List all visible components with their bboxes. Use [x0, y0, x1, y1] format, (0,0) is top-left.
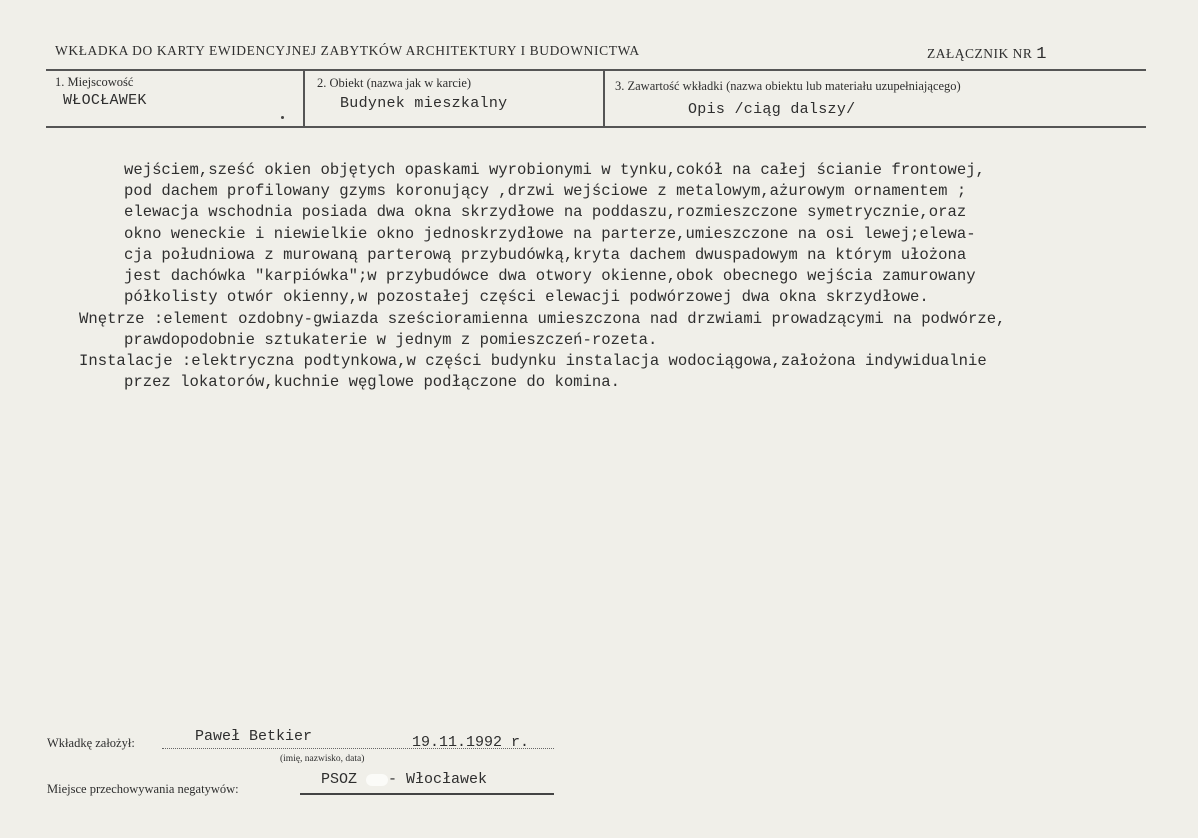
dot-mark [281, 116, 284, 119]
body-line: Wnętrze :element ozdobny-gwiazda sześcioramienna umieszczona nad drzwiami prowadzącymi na podwórze, [79, 310, 1006, 328]
header-top-rule [46, 69, 1146, 71]
field-object-label: 2. Obiekt (nazwa jak w karcie) [317, 76, 472, 90]
storage-org: PSOZ [321, 771, 358, 788]
correction-mark [366, 774, 388, 786]
field-content-label: 3. Zawartość wkładki (nazwa obiektu lub materiału uzupełniającego) [615, 79, 961, 93]
body-line: jest dachówka "karpiówka";w przybudówce dwa otwory okienne,obok obecnego wejścia zamurowany [124, 267, 976, 285]
author-hint: (imię, nazwisko, data) [280, 754, 365, 764]
storage-city: - Włocławek [388, 771, 488, 788]
field-locality-value: WŁOCŁAWEK [63, 92, 147, 109]
author-name: Paweł Betkier [195, 728, 313, 745]
body-line: przez lokatorów,kuchnie węglowe podłączone do komina. [124, 373, 620, 391]
annex-number: 1 [1036, 45, 1047, 64]
column-divider-2 [603, 69, 605, 127]
author-date: 19.11.1992 r. [412, 734, 530, 751]
column-divider-1 [303, 69, 305, 127]
storage-label: Miejsce przechowywania negatywów: [47, 782, 239, 796]
storage-line [300, 793, 554, 795]
body-line: prawdopodobnie sztukaterie w jednym z pomieszczeń-rozeta. [124, 331, 658, 349]
annex-label-text: ZAŁĄCZNIK NR [927, 46, 1033, 61]
annex-label [927, 45, 1047, 64]
body-line: wejściem,sześć okien objętych opaskami wyrobionymi w tynku,cokół na całej ścianie frontowej, [124, 161, 985, 179]
field-content-value: Opis /ciąg dalszy/ [688, 101, 856, 118]
body-line: pod dachem profilowany gzyms koronujący ,drzwi wejściowe z metalowym,ażurowym ornamentem ; [124, 182, 967, 200]
document-title: WKŁADKA DO KARTY EWIDENCYJNEJ ZABYTKÓW ARCHITEKTURY I BUDOWNICTWA [55, 43, 640, 58]
field-locality-label: 1. Miejscowość [55, 75, 134, 89]
body-line: elewacja wschodnia posiada dwa okna skrzydłowe na poddaszu,rozmieszczone symetrycznie,oraz [124, 203, 967, 221]
body-line: półkolisty otwór okienny,w pozostałej części elewacji podwórzowej dwa okna skrzydłowe. [124, 288, 929, 306]
body-line: okno weneckie i niewielkie okno jednoskrzydłowe na parterze,umieszczone na osi lewej;elewa- [124, 225, 976, 243]
author-label: Wkładkę założył: [47, 736, 135, 750]
header-bottom-rule [46, 126, 1146, 128]
body-line: Instalacje :elektryczna podtynkowa,w części budynku instalacja wodociągowa,założona indywidualnie [79, 352, 987, 370]
body-line: cja południowa z murowaną parterową przybudówką,kryta dachem dwuspadowym na którym ułożona [124, 246, 967, 264]
field-object-value: Budynek mieszkalny [340, 95, 508, 112]
